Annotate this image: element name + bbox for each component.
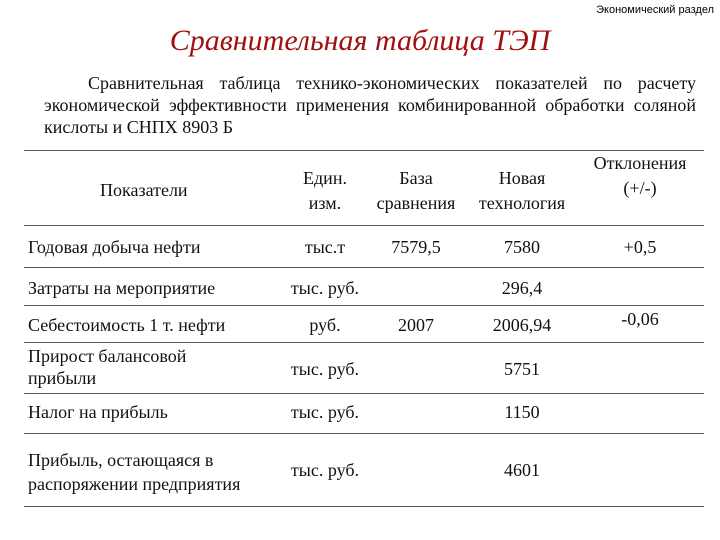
header-rule [24,225,704,226]
row-annual-oil-name: Годовая добыча нефти [28,237,201,257]
row-rule [24,305,704,306]
section-label: Экономический раздел [596,4,714,16]
row-profit-growth-name-line1: Прирост балансовой [28,346,187,366]
row-cost-price-name: Себестоимость 1 т. нефти [28,315,226,335]
row-cost-price-base: 2007 [398,315,434,335]
row-tax-unit: тыс. руб. [290,402,360,422]
header-deviation-line2: (+/-) [623,178,657,198]
header-unit-line2: изм. [308,193,342,213]
row-profit-growth-new: 5751 [504,359,540,379]
header-base-line2: сравнения [376,193,456,213]
row-net-profit-name-line2: распоряжении предприятия [28,474,241,494]
row-annual-oil-deviation: +0,5 [623,237,657,257]
header-new-line1: Новая [498,168,546,188]
page-title: Сравнительная таблица ТЭП [169,24,551,57]
row-tax-name: Налог на прибыль [28,402,168,422]
header-new-line2: технология [478,193,566,213]
row-annual-oil-unit: тыс.т [304,237,346,257]
row-cost-price-unit: руб. [309,315,341,335]
header-base-line1: База [399,168,433,188]
header-unit-line1: Един. [303,168,347,188]
row-rule [24,342,704,343]
row-cost-price-deviation: -0,06 [621,309,659,329]
row-rule [24,267,704,268]
row-net-profit-name-line1: Прибыль, остающаяся в [28,450,214,470]
row-profit-growth-name-line2: прибыли [28,368,97,388]
row-annual-oil-new: 7580 [504,237,540,257]
table-caption: Сравнительная таблица технико-экономических показателей по расчету экономической эффективности применения комбинированной обработки соляной кислоты и СНПХ 8903 Б [44,73,696,137]
row-costs-unit: тыс. руб. [290,278,360,298]
row-annual-oil-base: 7579,5 [391,237,441,257]
row-rule [24,393,704,394]
table-top-rule [24,150,704,151]
header-deviation-line1: Отклонения [593,153,687,173]
row-profit-growth-unit: тыс. руб. [290,359,360,379]
row-costs-new: 296,4 [501,278,543,298]
header-indicators: Показатели [100,180,188,200]
row-costs-name: Затраты на мероприятие [28,278,216,298]
row-net-profit-unit: тыс. руб. [290,460,360,480]
row-cost-price-new: 2006,94 [492,315,552,335]
row-rule [24,433,704,434]
row-tax-new: 1150 [504,402,540,422]
row-net-profit-new: 4601 [504,460,540,480]
table-bottom-rule [24,506,704,507]
